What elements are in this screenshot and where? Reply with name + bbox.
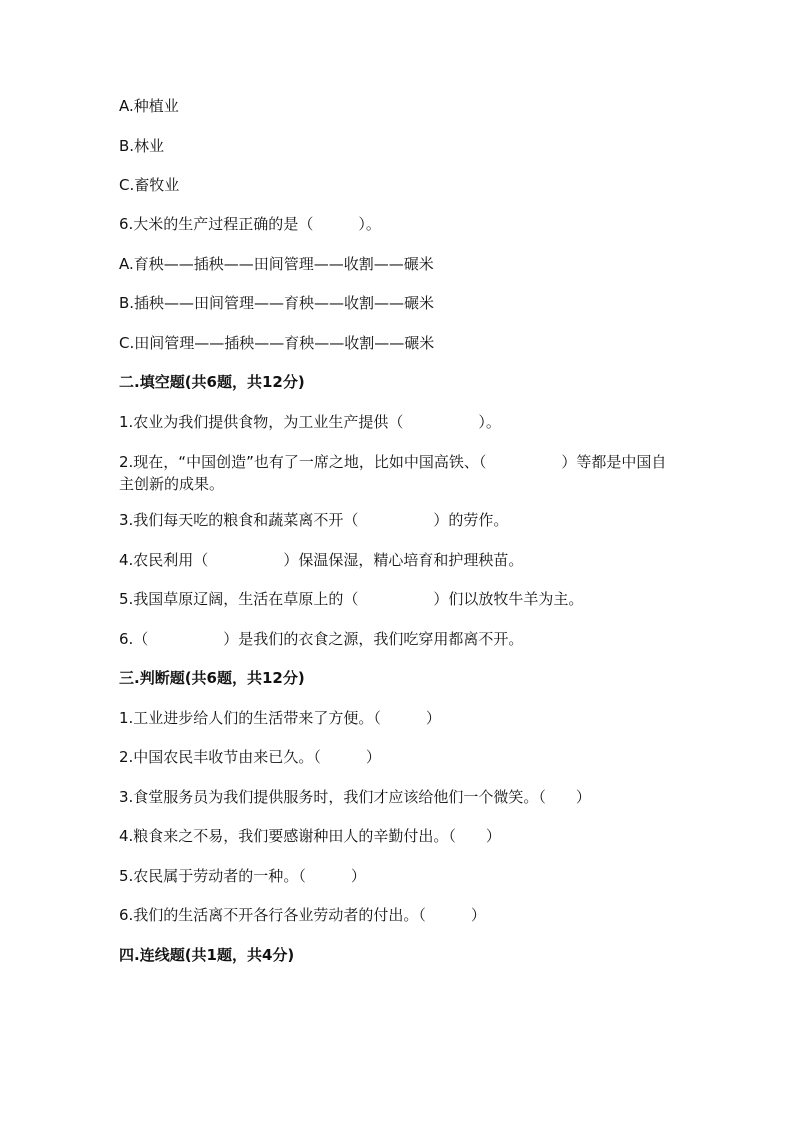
judge-item-1: 1.工业进步给人们的生活带来了方便。（ ）: [119, 709, 441, 727]
fill-item-5: 5.我国草原辽阔，生活在草原上的（ ）们以放牧牛羊为主。: [119, 590, 584, 608]
fill-item-3: 3.我们每天吃的粮食和蔬菜离不开（ ）的劳作。: [119, 511, 509, 529]
section-4-title: 四.连线题(共1题，共4分): [119, 946, 295, 964]
judge-item-6: 6.我们的生活离不开各行各业劳动者的付出。（ ）: [119, 906, 486, 924]
section-2-title: 二.填空题(共6题，共12分): [119, 373, 305, 391]
judge-item-2: 2.中国农民丰收节由来已久。（ ）: [119, 748, 381, 766]
fill-item-2: 2.现在，“中国创造”也有了一席之地，比如中国高铁、（ ）等都是中国自主创新的成果。: [119, 453, 667, 493]
question-6-option-a: A.育秧——插秧——田间管理——收割——碾米: [119, 255, 434, 273]
question-6-stem: 6.大米的生产过程正确的是（ ）。: [119, 215, 381, 233]
option-c: C.畜牧业: [119, 176, 180, 194]
judge-item-5: 5.农民属于劳动者的一种。（ ）: [119, 867, 366, 885]
option-b: B.林业: [119, 137, 165, 155]
question-6-option-c: C.田间管理——插秧——育秧——收割——碾米: [119, 334, 435, 352]
section-3-title: 三.判断题(共6题，共12分): [119, 669, 305, 687]
option-a: A.种植业: [119, 97, 179, 115]
question-6-option-b: B.插秧——田间管理——育秧——收割——碾米: [119, 294, 435, 312]
fill-item-6: 6.（ ）是我们的衣食之源，我们吃穿用都离不开。: [119, 630, 524, 648]
judge-item-4: 4.粮食来之不易，我们要感谢种田人的辛勤付出。（ ）: [119, 827, 501, 845]
judge-item-3: 3.食堂服务员为我们提供服务时，我们才应该给他们一个微笑。（ ）: [119, 788, 591, 806]
fill-item-1: 1.农业为我们提供食物，为工业生产提供（ ）。: [119, 413, 501, 431]
fill-item-4: 4.农民利用（ ）保温保湿，精心培育和护理秧苗。: [119, 551, 524, 569]
